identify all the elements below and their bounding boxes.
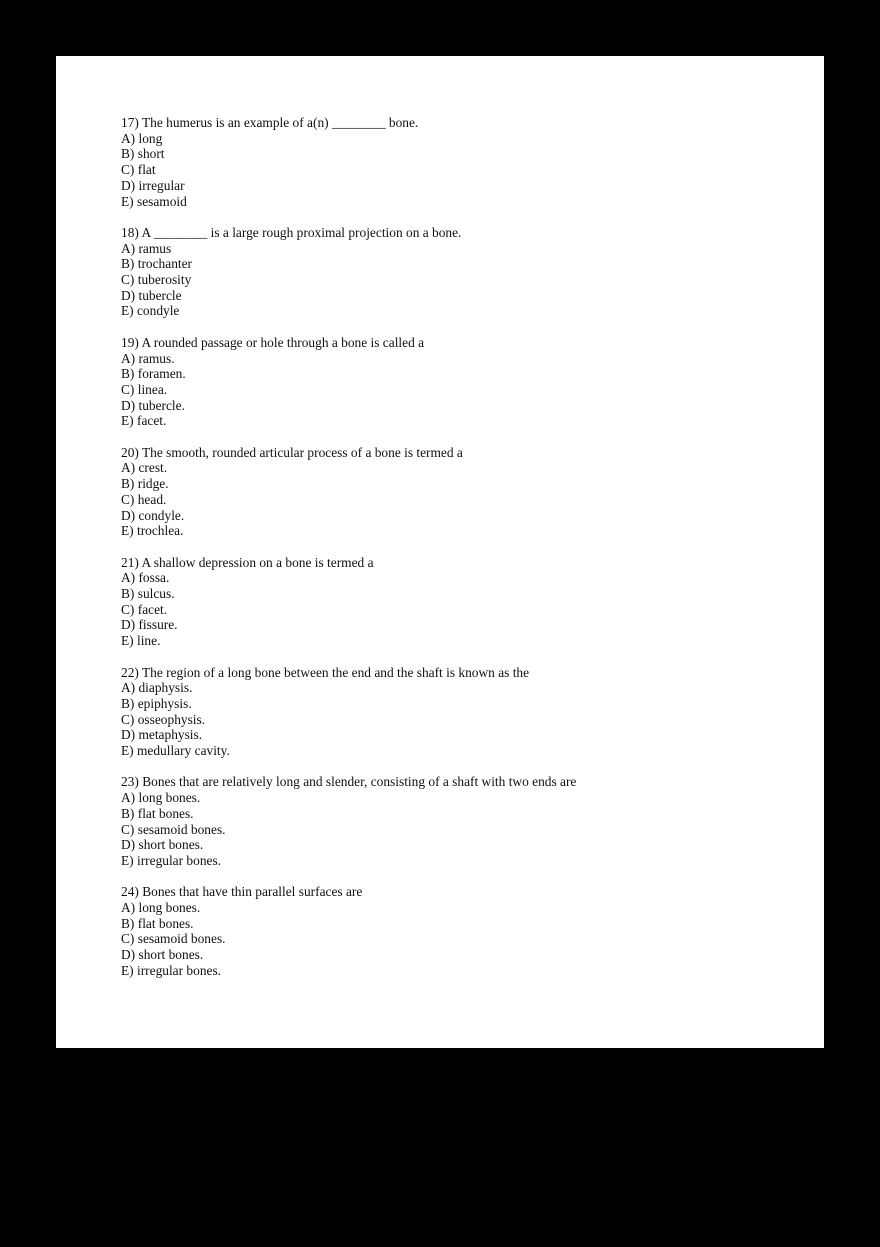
option-a: A) long [121,130,163,146]
option-a: A) long bones. [121,900,201,916]
option-b: B) epiphysis. [121,695,192,711]
option-c: C) linea. [121,381,168,397]
option-c: C) tuberosity [121,272,192,288]
option-e: E) medullary cavity. [121,743,230,759]
option-d: D) short bones. [121,947,204,963]
question-stem: 24) Bones that have thin parallel surfaces are [121,884,363,900]
document-page [56,56,824,1048]
option-d: D) irregular [121,177,185,193]
question-17 [121,115,801,209]
question-stem: 18) A ________ is a large rough proximal projection on a bone. [121,224,462,240]
option-c: C) sesamoid bones. [121,821,226,837]
option-a: A) fossa. [121,570,170,586]
question-stem: 17) The humerus is an example of a(n) ________ bone. [121,115,419,130]
option-c: C) osseophysis. [121,711,206,727]
option-a: A) ramus. [121,350,175,366]
option-b: B) flat bones. [121,805,194,821]
question-20 [121,445,801,539]
question-24 [121,884,801,978]
option-d: D) metaphysis. [121,727,203,743]
question-19 [121,335,801,429]
option-e: E) facet. [121,413,167,429]
option-b: B) short [121,146,165,162]
question-21 [121,555,801,649]
question-list [121,115,801,994]
question-23 [121,774,801,868]
option-b: B) ridge. [121,476,169,492]
option-b: B) foramen. [121,366,186,382]
option-e: E) condyle [121,303,180,319]
question-stem: 21) A shallow depression on a bone is termed a [121,554,374,570]
option-e: E) irregular bones. [121,852,222,868]
option-a: A) ramus [121,240,172,256]
option-d: D) tubercle [121,287,182,303]
option-c: C) flat [121,162,156,178]
question-stem: 23) Bones that are relatively long and slender, consisting of a shaft with two ends are [121,774,577,790]
option-c: C) facet. [121,601,168,617]
question-stem: 22) The region of a long bone between the end and the shaft is known as the [121,664,530,680]
option-e: E) line. [121,633,161,649]
question-stem: 19) A rounded passage or hole through a bone is called a [121,334,425,350]
option-c: C) sesamoid bones. [121,931,226,947]
option-d: D) tubercle. [121,397,185,413]
option-b: B) sulcus. [121,586,175,602]
option-d: D) fissure. [121,617,178,633]
option-a: A) crest. [121,460,168,476]
option-e: E) trochlea. [121,523,184,539]
option-c: C) head. [121,491,167,507]
option-d: D) condyle. [121,507,185,523]
option-d: D) short bones. [121,837,204,853]
option-a: A) diaphysis. [121,680,193,696]
option-a: A) long bones. [121,790,201,806]
option-b: B) trochanter [121,256,193,272]
question-stem: 20) The smooth, rounded articular process of a bone is termed a [121,444,463,460]
question-18 [121,225,801,319]
option-e: E) sesamoid [121,193,187,209]
option-b: B) flat bones. [121,915,194,931]
question-22 [121,665,801,759]
option-e: E) irregular bones. [121,962,222,978]
